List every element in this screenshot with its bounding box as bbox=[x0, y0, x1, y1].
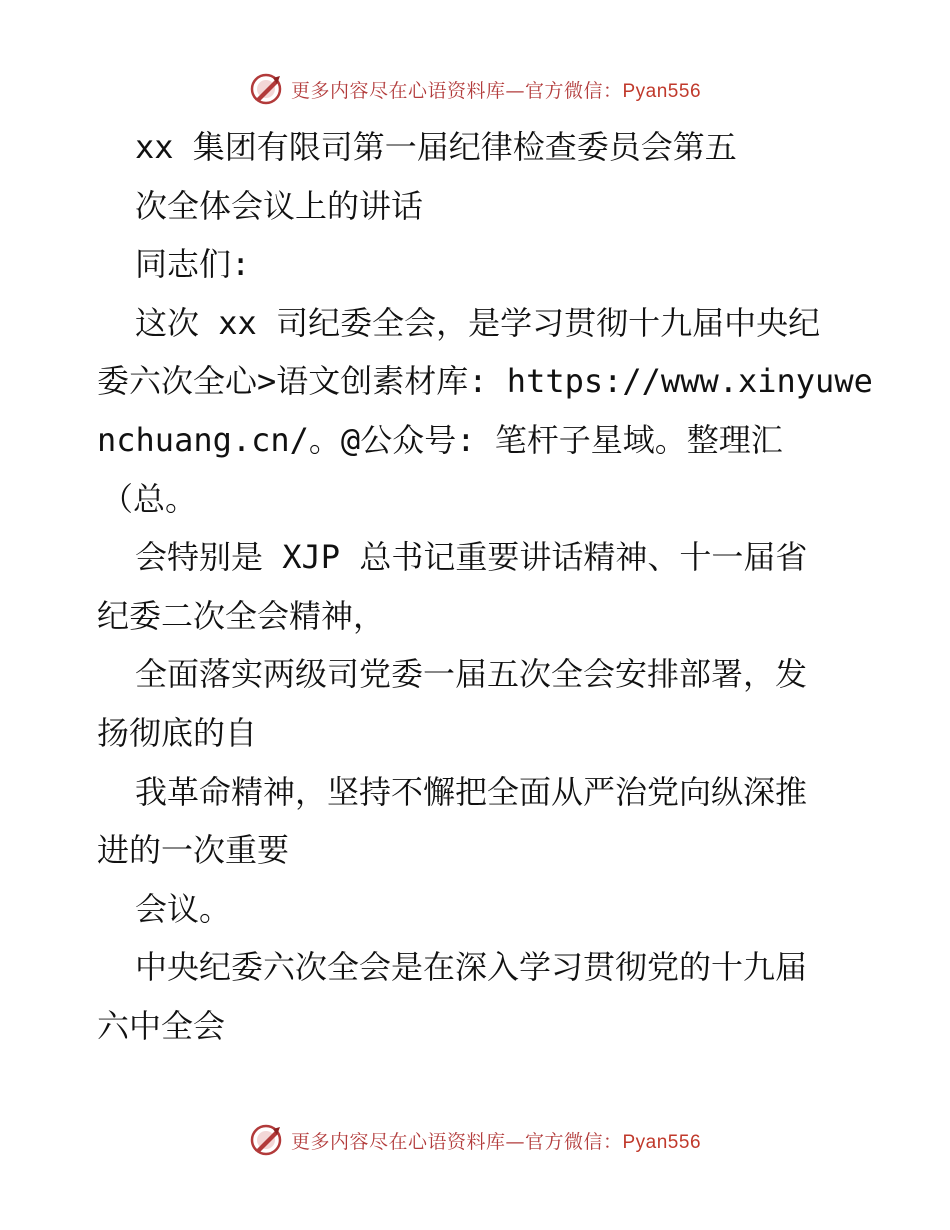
text-line: 全面落实两级司党委一届五次全会安排部署，发 bbox=[135, 655, 808, 694]
text-line: 进的一次重要 bbox=[97, 831, 290, 870]
text-line: 次全体会议上的讲话 bbox=[135, 186, 424, 225]
text-line: 扬彻底的自 bbox=[97, 713, 258, 752]
text-line: 会特别是 XJP 总书记重要讲话精神、十一届省 bbox=[135, 538, 808, 577]
watermark-text: 更多内容尽在心语资料库—官方微信：Pyan556 bbox=[290, 1130, 702, 1153]
quill-logo-icon bbox=[249, 1123, 283, 1157]
text-line: （总。 bbox=[101, 479, 198, 518]
watermark-id: Pyan556 bbox=[622, 1131, 702, 1153]
text-line: 委六次全心>语文创素材库: https://www.xinyuwe bbox=[97, 362, 873, 401]
quill-logo-icon bbox=[249, 72, 283, 106]
text-line: 中央纪委六次全会是在深入学习贯彻党的十九届 bbox=[135, 948, 808, 987]
text-line: 六中全会 bbox=[97, 1006, 226, 1045]
footer-watermark bbox=[0, 1120, 950, 1160]
watermark-id: Pyan556 bbox=[622, 80, 702, 102]
text-line: xx 集团有限司第一届纪律检查委员会第五 bbox=[135, 128, 737, 166]
text-line: nchuang.cn/。@公众号: 笔杆子星域。整理汇 bbox=[97, 420, 783, 459]
document-body bbox=[97, 118, 873, 1056]
text-line: 纪委二次全会精神， bbox=[97, 596, 386, 635]
text-line: 会议。 bbox=[135, 889, 232, 928]
watermark-text: 更多内容尽在心语资料库—官方微信：Pyan556 bbox=[290, 79, 702, 102]
text-line: 我革命精神，坚持不懈把全面从严治党向纵深推 bbox=[135, 772, 808, 811]
text-line: 同志们: bbox=[135, 245, 251, 284]
header-watermark bbox=[0, 69, 950, 109]
text-line: 这次 xx 司纪委全会，是学习贯彻十九届中央纪 bbox=[135, 303, 821, 342]
